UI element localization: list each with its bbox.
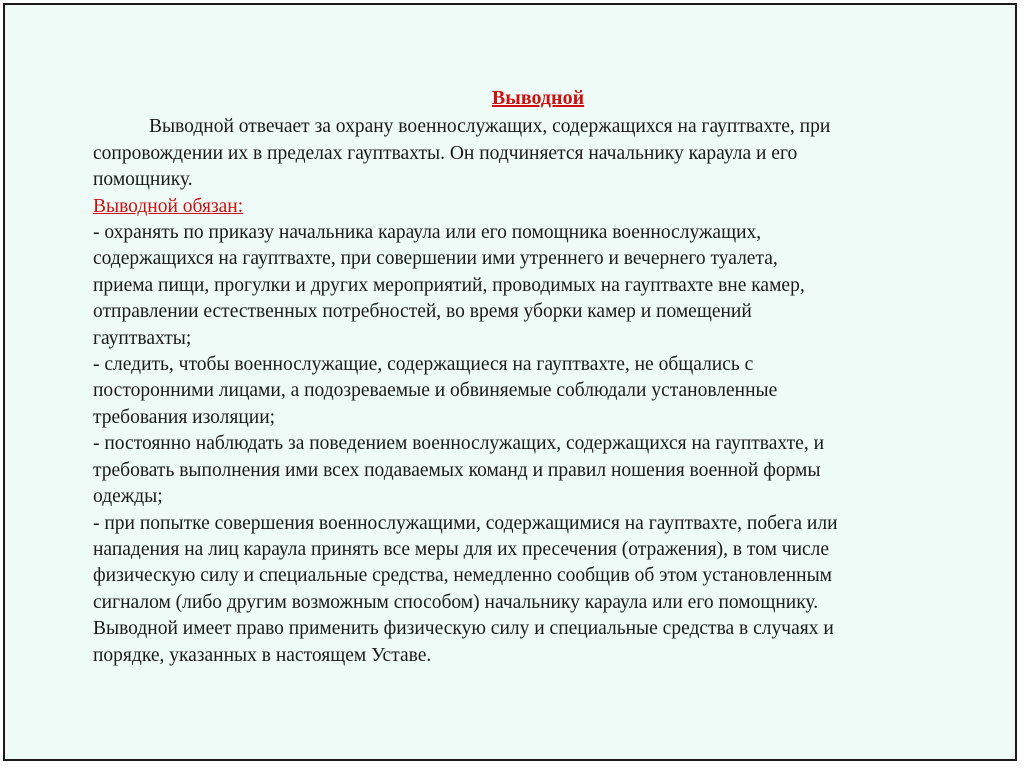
duty-line: одежды; bbox=[93, 486, 163, 508]
duty-line: гауптвахты; bbox=[93, 327, 192, 349]
duty-line: - постоянно наблюдать за поведением военнослужащих, содержащихся на гауптвахте, и bbox=[93, 433, 825, 455]
duty-line: физическую силу и специальные средства, немедленно сообщив об этом установленным bbox=[93, 565, 833, 587]
duty-line: требования изоляции; bbox=[93, 406, 276, 428]
document-body bbox=[93, 85, 983, 669]
duty-line: - следить, чтобы военнослужащие, содержащиеся на гауптвахте, не общались с bbox=[93, 354, 754, 376]
intro-line: сопровождении их в пределах гауптвахты. Он подчиняется начальнику караула и его bbox=[93, 142, 798, 164]
duty-line: нападения на лиц караула принять все меры для их пресечения (отражения), в том числе bbox=[93, 538, 830, 560]
duty-line: Выводной имеет право применить физическую силу и специальные средства в случаях и bbox=[93, 618, 834, 640]
duty-line: содержащихся на гауптвахте, при совершении ими утреннего и вечернего туалета, bbox=[93, 248, 778, 270]
duty-line: приема пищи, прогулки и других мероприятий, проводимых на гауптвахте вне камер, bbox=[93, 274, 805, 296]
page-title: Выводной bbox=[491, 87, 585, 109]
duty-line: сигналом (либо другим возможным способом) начальнику караула или его помощнику. bbox=[93, 591, 819, 613]
duty-line: посторонними лицами, а подозреваемые и обвиняемые соблюдали установленные bbox=[93, 380, 778, 402]
duties-heading: Выводной обязан: bbox=[93, 195, 244, 217]
duty-line: требовать выполнения ими всех подаваемых команд и правил ношения военной формы bbox=[93, 459, 821, 481]
slide bbox=[3, 3, 1017, 761]
duty-line: - при попытке совершения военнослужащими, содержащимися на гауптвахте, побега или bbox=[93, 512, 838, 534]
duty-line: отправлении естественных потребностей, во время уборки камер и помещений bbox=[93, 301, 752, 323]
duty-line: - охранять по приказу начальника караула или его помощника военнослужащих, bbox=[93, 222, 762, 244]
intro-line: Выводной отвечает за охрану военнослужащих, содержащихся на гауптвахте, при bbox=[149, 116, 831, 138]
intro-line: помощнику. bbox=[93, 169, 193, 191]
duty-line: порядке, указанных в настоящем Уставе. bbox=[93, 644, 432, 666]
